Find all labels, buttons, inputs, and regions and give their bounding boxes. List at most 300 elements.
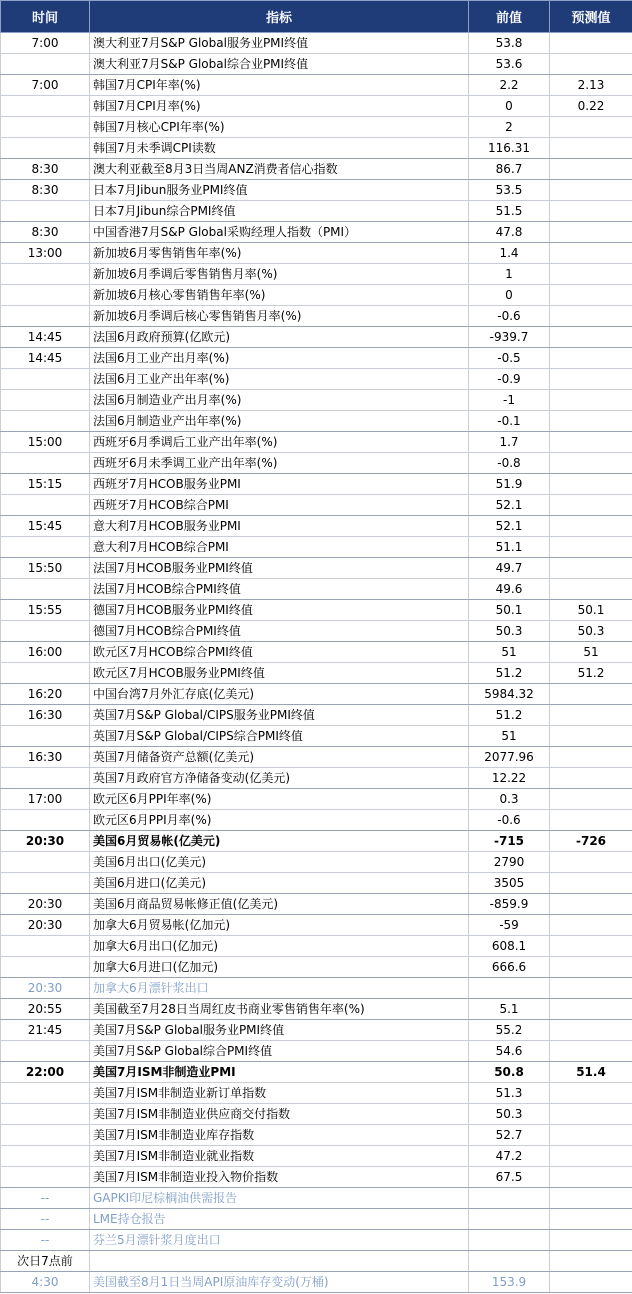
cell-previous: 51.2	[469, 705, 550, 726]
cell-time	[1, 495, 90, 516]
cell-forecast: 51.4	[550, 1062, 632, 1083]
table-row	[1, 159, 632, 180]
cell-indicator: 韩国7月CPI年率(%)	[90, 75, 469, 96]
cell-indicator: 新加坡6月季调后零售销售月率(%)	[90, 264, 469, 285]
cell-forecast	[550, 1209, 632, 1230]
cell-time	[1, 285, 90, 306]
cell-time	[1, 621, 90, 642]
cell-indicator: 澳大利亚截至8月3日当周ANZ消费者信心指数	[90, 159, 469, 180]
header-forecast: 预测值	[550, 1, 632, 33]
cell-time	[1, 852, 90, 873]
cell-previous: 116.31	[469, 138, 550, 159]
cell-previous: 1	[469, 264, 550, 285]
cell-forecast	[550, 537, 632, 558]
cell-forecast: 50.3	[550, 621, 632, 642]
cell-indicator: 欧元区7月HCOB服务业PMI终值	[90, 663, 469, 684]
cell-time	[1, 1146, 90, 1167]
cell-time: 4:30	[1, 1272, 90, 1293]
cell-time: 7:00	[1, 33, 90, 54]
cell-forecast	[550, 201, 632, 222]
cell-forecast	[550, 768, 632, 789]
cell-previous	[469, 978, 550, 999]
cell-forecast	[550, 894, 632, 915]
table-row	[1, 1209, 632, 1230]
table-row	[1, 1230, 632, 1251]
cell-previous: -715	[469, 831, 550, 852]
cell-forecast	[550, 516, 632, 537]
cell-indicator: 法国6月工业产出年率(%)	[90, 369, 469, 390]
cell-time: 8:30	[1, 180, 90, 201]
cell-indicator: 中国香港7月S&P Global采购经理人指数（PMI）	[90, 222, 469, 243]
cell-previous: 51.5	[469, 201, 550, 222]
cell-time	[1, 369, 90, 390]
cell-time	[1, 201, 90, 222]
cell-forecast	[550, 453, 632, 474]
cell-indicator: 英国7月S&P Global/CIPS服务业PMI终值	[90, 705, 469, 726]
cell-previous: 2077.96	[469, 747, 550, 768]
cell-previous: 52.7	[469, 1125, 550, 1146]
cell-previous: -0.5	[469, 348, 550, 369]
cell-time	[1, 663, 90, 684]
cell-previous: 55.2	[469, 1020, 550, 1041]
cell-previous: 47.2	[469, 1146, 550, 1167]
cell-previous: 52.1	[469, 516, 550, 537]
cell-indicator: 欧元区6月PPI年率(%)	[90, 789, 469, 810]
table-row	[1, 411, 632, 432]
table-row	[1, 1083, 632, 1104]
cell-previous: 2	[469, 117, 550, 138]
cell-forecast	[550, 1041, 632, 1062]
cell-forecast: 0.22	[550, 96, 632, 117]
cell-time: 15:00	[1, 432, 90, 453]
cell-forecast	[550, 369, 632, 390]
cell-indicator: 英国7月S&P Global/CIPS综合PMI终值	[90, 726, 469, 747]
cell-indicator: 法国6月制造业产出年率(%)	[90, 411, 469, 432]
cell-previous: 51.2	[469, 663, 550, 684]
cell-indicator: 中国台湾7月外汇存底(亿美元)	[90, 684, 469, 705]
cell-indicator: 加拿大6月贸易帐(亿加元)	[90, 915, 469, 936]
cell-previous: 54.6	[469, 1041, 550, 1062]
cell-indicator: 英国7月政府官方净储备变动(亿美元)	[90, 768, 469, 789]
cell-previous: 5.1	[469, 999, 550, 1020]
cell-forecast: 50.1	[550, 600, 632, 621]
cell-forecast	[550, 852, 632, 873]
cell-previous: 50.3	[469, 621, 550, 642]
cell-time: 16:30	[1, 705, 90, 726]
table-row	[1, 306, 632, 327]
table-row	[1, 54, 632, 75]
table-row	[1, 432, 632, 453]
cell-previous: 0	[469, 96, 550, 117]
cell-previous	[469, 1230, 550, 1251]
table-row	[1, 1020, 632, 1041]
table-row	[1, 1125, 632, 1146]
cell-previous: 49.7	[469, 558, 550, 579]
table-row	[1, 453, 632, 474]
cell-time: 15:45	[1, 516, 90, 537]
cell-forecast	[550, 726, 632, 747]
cell-indicator: 美国6月贸易帐(亿美元)	[90, 831, 469, 852]
cell-forecast	[550, 999, 632, 1020]
table-row	[1, 852, 632, 873]
cell-indicator: 德国7月HCOB综合PMI终值	[90, 621, 469, 642]
table-row	[1, 936, 632, 957]
cell-previous: 86.7	[469, 159, 550, 180]
cell-indicator: 法国7月HCOB服务业PMI终值	[90, 558, 469, 579]
cell-previous: 5984.32	[469, 684, 550, 705]
cell-time: --	[1, 1230, 90, 1251]
cell-indicator: 美国7月ISM非制造业PMI	[90, 1062, 469, 1083]
cell-previous: -0.6	[469, 306, 550, 327]
cell-forecast	[550, 306, 632, 327]
cell-previous: 0	[469, 285, 550, 306]
cell-indicator: 加拿大6月漂针浆出口	[90, 978, 469, 999]
cell-previous	[469, 1251, 550, 1272]
cell-time: 16:30	[1, 747, 90, 768]
table-row	[1, 33, 632, 54]
cell-forecast: 51	[550, 642, 632, 663]
table-body	[1, 33, 632, 1293]
cell-indicator: 加拿大6月出口(亿加元)	[90, 936, 469, 957]
cell-time: --	[1, 1188, 90, 1209]
cell-previous: 3505	[469, 873, 550, 894]
cell-forecast	[550, 243, 632, 264]
cell-time: 14:45	[1, 327, 90, 348]
cell-forecast	[550, 1251, 632, 1272]
table-row	[1, 96, 632, 117]
cell-previous: -0.8	[469, 453, 550, 474]
cell-previous: 49.6	[469, 579, 550, 600]
table-row	[1, 957, 632, 978]
table-row	[1, 747, 632, 768]
cell-indicator: 日本7月Jibun服务业PMI终值	[90, 180, 469, 201]
cell-forecast	[550, 474, 632, 495]
header-row	[1, 1, 632, 33]
cell-time: 17:00	[1, 789, 90, 810]
table-row	[1, 915, 632, 936]
table-row	[1, 789, 632, 810]
cell-previous: 53.5	[469, 180, 550, 201]
cell-previous: 51	[469, 726, 550, 747]
cell-forecast	[550, 957, 632, 978]
cell-time: 16:00	[1, 642, 90, 663]
cell-forecast	[550, 159, 632, 180]
cell-previous	[469, 1209, 550, 1230]
cell-time: 次日7点前	[1, 1251, 90, 1272]
cell-indicator: 美国7月ISM非制造业供应商交付指数	[90, 1104, 469, 1125]
cell-time	[1, 1083, 90, 1104]
cell-forecast	[550, 789, 632, 810]
cell-time: 8:30	[1, 159, 90, 180]
table-row	[1, 474, 632, 495]
cell-forecast	[550, 327, 632, 348]
table-row	[1, 621, 632, 642]
cell-previous: 0.3	[469, 789, 550, 810]
table-row	[1, 537, 632, 558]
cell-time	[1, 411, 90, 432]
table-row	[1, 810, 632, 831]
cell-time	[1, 264, 90, 285]
cell-forecast	[550, 1167, 632, 1188]
table-row	[1, 516, 632, 537]
table-row	[1, 1062, 632, 1083]
cell-time	[1, 726, 90, 747]
cell-indicator: 美国截至7月28日当周红皮书商业零售销售年率(%)	[90, 999, 469, 1020]
header-indicator: 指标	[90, 1, 469, 33]
cell-indicator: 英国7月储备资产总额(亿美元)	[90, 747, 469, 768]
cell-time	[1, 768, 90, 789]
cell-time: 20:55	[1, 999, 90, 1020]
table-row	[1, 768, 632, 789]
cell-forecast	[550, 705, 632, 726]
table-row	[1, 1041, 632, 1062]
cell-indicator: 西班牙6月未季调工业产出年率(%)	[90, 453, 469, 474]
table-row	[1, 558, 632, 579]
cell-indicator: 美国截至8月1日当周API原油库存变动(万桶)	[90, 1272, 469, 1293]
cell-indicator: 法国6月政府预算(亿欧元)	[90, 327, 469, 348]
cell-previous: 2790	[469, 852, 550, 873]
cell-indicator: LME持仓报告	[90, 1209, 469, 1230]
cell-time	[1, 579, 90, 600]
cell-time	[1, 957, 90, 978]
cell-forecast	[550, 684, 632, 705]
table-row	[1, 705, 632, 726]
table-row	[1, 75, 632, 96]
cell-forecast	[550, 432, 632, 453]
cell-forecast	[550, 117, 632, 138]
cell-time: 15:15	[1, 474, 90, 495]
table-row	[1, 1104, 632, 1125]
table-row	[1, 1146, 632, 1167]
cell-indicator: 法国6月制造业产出月率(%)	[90, 390, 469, 411]
cell-indicator: 美国6月进口(亿美元)	[90, 873, 469, 894]
cell-forecast	[550, 936, 632, 957]
cell-indicator: 日本7月Jibun综合PMI终值	[90, 201, 469, 222]
cell-forecast	[550, 180, 632, 201]
table-row	[1, 1188, 632, 1209]
cell-indicator: 美国7月ISM非制造业就业指数	[90, 1146, 469, 1167]
table-row	[1, 978, 632, 999]
cell-forecast	[550, 1020, 632, 1041]
header-time: 时间	[1, 1, 90, 33]
cell-previous: 50.3	[469, 1104, 550, 1125]
cell-previous: 50.1	[469, 600, 550, 621]
cell-previous: 53.8	[469, 33, 550, 54]
cell-forecast	[550, 1188, 632, 1209]
cell-forecast	[550, 33, 632, 54]
cell-time: 8:30	[1, 222, 90, 243]
cell-time	[1, 54, 90, 75]
table-row	[1, 894, 632, 915]
cell-indicator: 新加坡6月核心零售销售年率(%)	[90, 285, 469, 306]
cell-previous: 153.9	[469, 1272, 550, 1293]
header-previous: 前值	[469, 1, 550, 33]
cell-forecast	[550, 285, 632, 306]
cell-indicator: 加拿大6月进口(亿加元)	[90, 957, 469, 978]
table-row	[1, 348, 632, 369]
cell-time: 20:30	[1, 915, 90, 936]
cell-forecast	[550, 1230, 632, 1251]
cell-forecast: -726	[550, 831, 632, 852]
cell-forecast	[550, 1083, 632, 1104]
cell-indicator: 意大利7月HCOB综合PMI	[90, 537, 469, 558]
cell-forecast	[550, 747, 632, 768]
cell-time: 16:20	[1, 684, 90, 705]
cell-indicator: 韩国7月核心CPI年率(%)	[90, 117, 469, 138]
cell-indicator: 西班牙7月HCOB服务业PMI	[90, 474, 469, 495]
cell-previous: 12.22	[469, 768, 550, 789]
cell-time: 20:30	[1, 894, 90, 915]
cell-forecast	[550, 54, 632, 75]
table-row	[1, 873, 632, 894]
cell-time	[1, 1167, 90, 1188]
cell-forecast: 2.13	[550, 75, 632, 96]
cell-indicator: 法国6月工业产出月率(%)	[90, 348, 469, 369]
cell-time: 15:50	[1, 558, 90, 579]
cell-previous: 1.7	[469, 432, 550, 453]
cell-time: 20:30	[1, 978, 90, 999]
cell-time: 21:45	[1, 1020, 90, 1041]
table-row	[1, 285, 632, 306]
cell-time: 20:30	[1, 831, 90, 852]
table-row	[1, 243, 632, 264]
cell-previous: 1.4	[469, 243, 550, 264]
cell-indicator: 西班牙7月HCOB综合PMI	[90, 495, 469, 516]
cell-forecast	[550, 1272, 632, 1293]
cell-indicator: 美国7月S&P Global服务业PMI终值	[90, 1020, 469, 1041]
cell-indicator: GAPKI印尼棕榈油供需报告	[90, 1188, 469, 1209]
table-row	[1, 327, 632, 348]
cell-forecast	[550, 222, 632, 243]
table-row	[1, 579, 632, 600]
cell-previous: 47.8	[469, 222, 550, 243]
table-row	[1, 1167, 632, 1188]
cell-time	[1, 810, 90, 831]
cell-time: 22:00	[1, 1062, 90, 1083]
cell-forecast	[550, 264, 632, 285]
cell-indicator: 新加坡6月季调后核心零售销售月率(%)	[90, 306, 469, 327]
cell-time: 15:55	[1, 600, 90, 621]
cell-forecast	[550, 348, 632, 369]
cell-indicator: 美国6月商品贸易帐修正值(亿美元)	[90, 894, 469, 915]
cell-time	[1, 1104, 90, 1125]
cell-previous: -59	[469, 915, 550, 936]
cell-previous: 51.3	[469, 1083, 550, 1104]
cell-indicator: 意大利7月HCOB服务业PMI	[90, 516, 469, 537]
cell-indicator: 欧元区7月HCOB综合PMI终值	[90, 642, 469, 663]
cell-forecast	[550, 138, 632, 159]
cell-previous: -939.7	[469, 327, 550, 348]
cell-time	[1, 390, 90, 411]
cell-time	[1, 1125, 90, 1146]
table-row	[1, 663, 632, 684]
cell-forecast	[550, 579, 632, 600]
cell-time	[1, 873, 90, 894]
cell-previous: -1	[469, 390, 550, 411]
cell-previous: -0.1	[469, 411, 550, 432]
cell-indicator: 新加坡6月零售销售年率(%)	[90, 243, 469, 264]
cell-indicator: 欧元区6月PPI月率(%)	[90, 810, 469, 831]
table-row	[1, 684, 632, 705]
cell-time	[1, 117, 90, 138]
cell-previous: 608.1	[469, 936, 550, 957]
cell-previous: -859.9	[469, 894, 550, 915]
cell-forecast	[550, 915, 632, 936]
cell-forecast	[550, 495, 632, 516]
cell-time	[1, 537, 90, 558]
cell-time	[1, 453, 90, 474]
cell-previous: 51.1	[469, 537, 550, 558]
table-row	[1, 1272, 632, 1293]
cell-indicator: 韩国7月未季调CPI读数	[90, 138, 469, 159]
cell-previous: 51.9	[469, 474, 550, 495]
cell-previous: -0.9	[469, 369, 550, 390]
cell-indicator: 韩国7月CPI月率(%)	[90, 96, 469, 117]
table-row	[1, 600, 632, 621]
table-row	[1, 117, 632, 138]
cell-indicator: 美国7月ISM非制造业投入物价指数	[90, 1167, 469, 1188]
cell-forecast	[550, 1146, 632, 1167]
cell-forecast	[550, 411, 632, 432]
table-row	[1, 1251, 632, 1272]
cell-indicator	[90, 1251, 469, 1272]
cell-time	[1, 306, 90, 327]
table-row	[1, 201, 632, 222]
cell-indicator: 芬兰5月漂针浆月度出口	[90, 1230, 469, 1251]
cell-previous: 52.1	[469, 495, 550, 516]
cell-forecast	[550, 1104, 632, 1125]
cell-previous: 67.5	[469, 1167, 550, 1188]
table-row	[1, 222, 632, 243]
table-row	[1, 642, 632, 663]
cell-time	[1, 96, 90, 117]
cell-forecast	[550, 1125, 632, 1146]
cell-previous: -0.6	[469, 810, 550, 831]
cell-indicator: 澳大利亚7月S&P Global综合业PMI终值	[90, 54, 469, 75]
cell-time	[1, 138, 90, 159]
cell-previous	[469, 1188, 550, 1209]
cell-indicator: 美国6月出口(亿美元)	[90, 852, 469, 873]
table-row	[1, 264, 632, 285]
table-row	[1, 369, 632, 390]
cell-forecast	[550, 978, 632, 999]
cell-indicator: 法国7月HCOB综合PMI终值	[90, 579, 469, 600]
cell-indicator: 美国7月S&P Global综合PMI终值	[90, 1041, 469, 1062]
table-row	[1, 495, 632, 516]
cell-indicator: 德国7月HCOB服务业PMI终值	[90, 600, 469, 621]
table-row	[1, 390, 632, 411]
cell-time: 13:00	[1, 243, 90, 264]
cell-time: --	[1, 1209, 90, 1230]
cell-previous: 51	[469, 642, 550, 663]
table-row	[1, 180, 632, 201]
cell-time: 7:00	[1, 75, 90, 96]
table-row	[1, 831, 632, 852]
cell-indicator: 西班牙6月季调后工业产出年率(%)	[90, 432, 469, 453]
cell-forecast: 51.2	[550, 663, 632, 684]
cell-forecast	[550, 558, 632, 579]
cell-previous: 666.6	[469, 957, 550, 978]
cell-previous: 50.8	[469, 1062, 550, 1083]
table-row	[1, 999, 632, 1020]
table-row	[1, 726, 632, 747]
cell-previous: 2.2	[469, 75, 550, 96]
cell-time	[1, 936, 90, 957]
cell-indicator: 澳大利亚7月S&P Global服务业PMI终值	[90, 33, 469, 54]
table-row	[1, 138, 632, 159]
cell-forecast	[550, 873, 632, 894]
cell-forecast	[550, 390, 632, 411]
